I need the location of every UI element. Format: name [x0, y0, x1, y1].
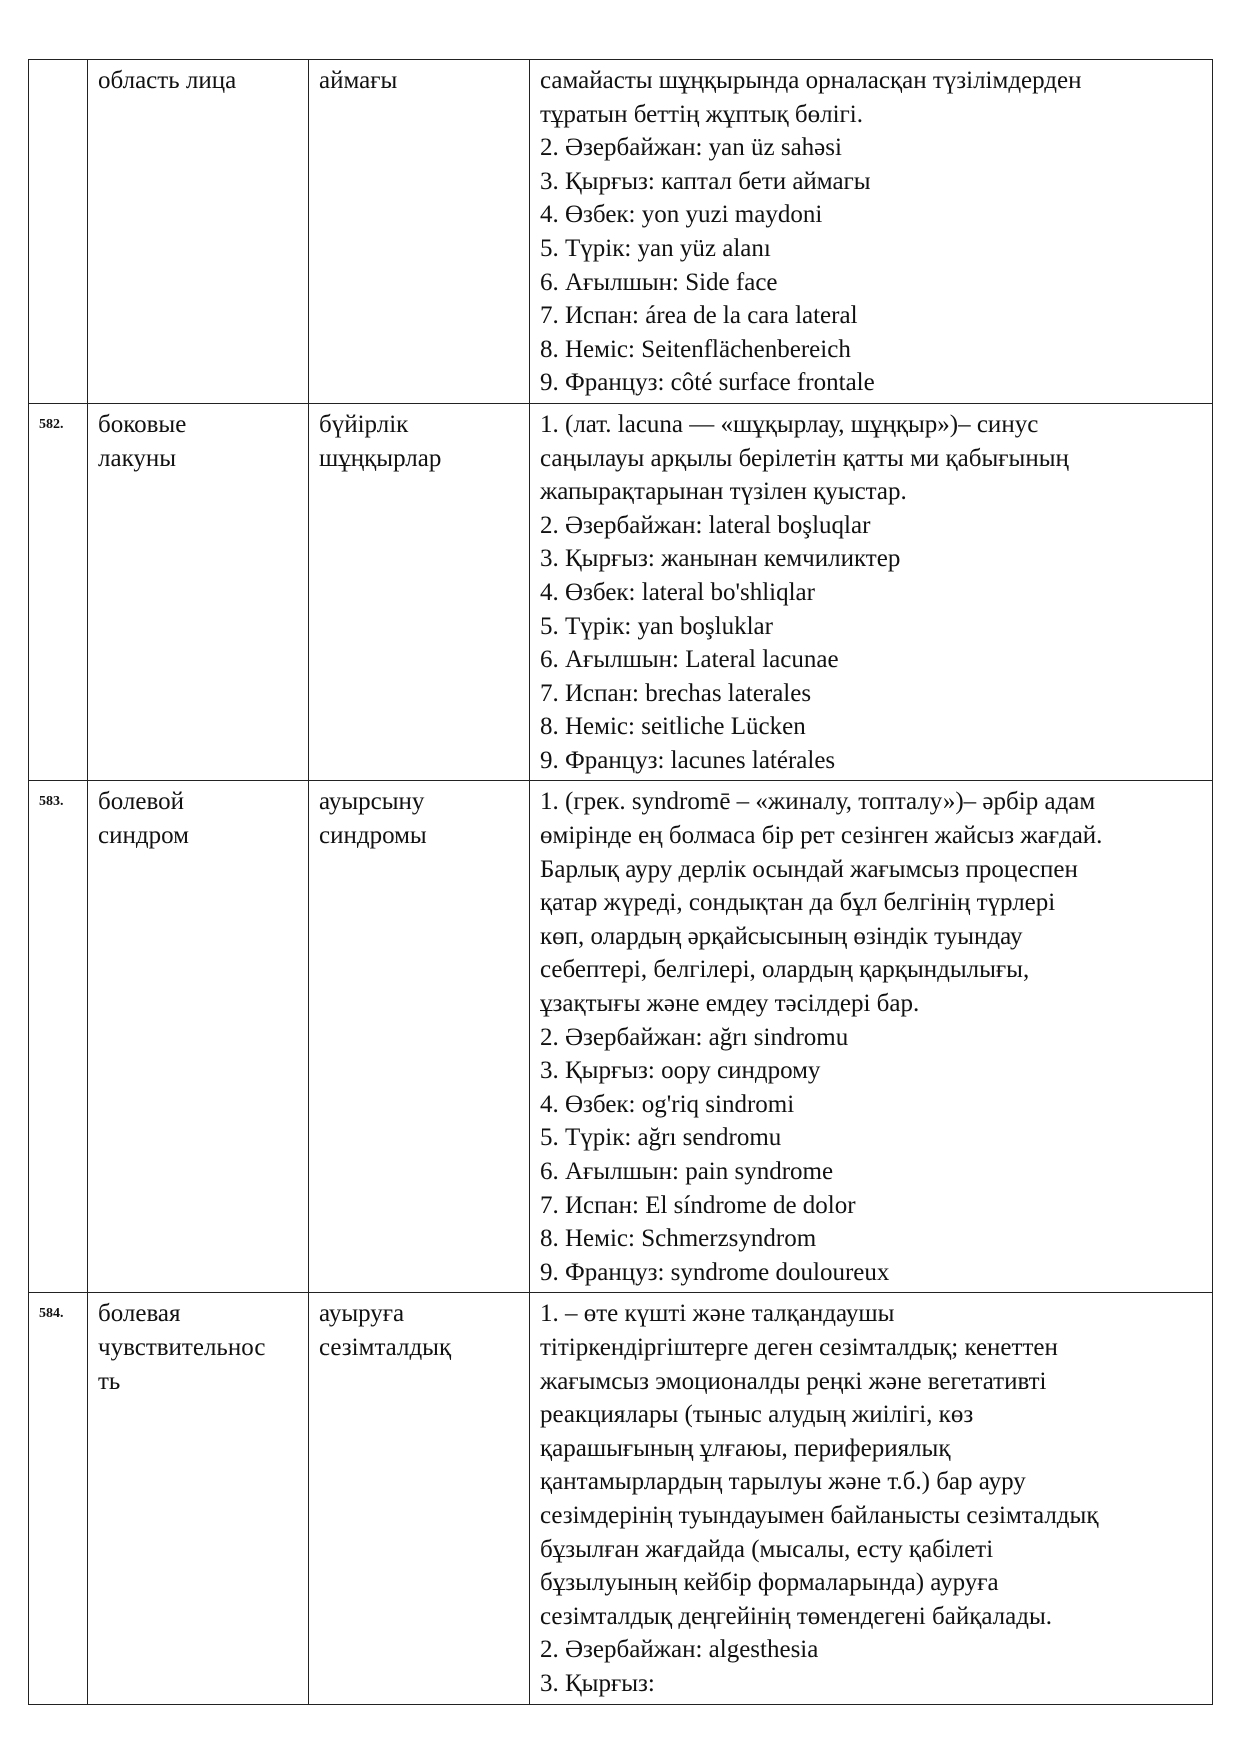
definition-line: қантамырлардың тарылуы және т.б.) бар ауру	[540, 1468, 1026, 1496]
kazakh-term-line: синдромы	[319, 822, 427, 850]
translation-line: 6. Ағылшын: Side face	[540, 268, 778, 296]
translation-line: 2. Әзербайжан: ağrı sindromu	[540, 1023, 849, 1051]
translation-line: 9. Француз: syndrome douloureux	[540, 1258, 890, 1286]
russian-term-line: боковые	[98, 410, 187, 438]
definition-line: жапырақтарынан түзілен қуыстар.	[540, 478, 907, 506]
russian-term-line: синдром	[98, 822, 189, 850]
kazakh-term	[309, 403, 530, 781]
translation-line: 7. Испан: El síndrome de dolor	[540, 1191, 856, 1219]
translation-line: 9. Француз: lacunes latérales	[540, 746, 836, 774]
definition-line: сезімталдық деңгейінің төмендегені байқалады.	[540, 1602, 1052, 1630]
russian-term-line: болевой	[98, 788, 184, 816]
translation-line: 8. Неміс: Seitenflächenbereich	[540, 335, 851, 363]
definition-cell	[530, 403, 1213, 781]
russian-term	[88, 781, 309, 1293]
definition-line: Барлық ауру дерлік осындай жағымсыз процеспен	[540, 855, 1078, 883]
dictionary-body	[29, 60, 1213, 1705]
kazakh-term-line: бүйірлік	[319, 410, 409, 438]
translation-line: 8. Неміс: Schmerzsyndrom	[540, 1225, 817, 1253]
entry-row	[29, 781, 1213, 1293]
translation-line: 5. Түрік: ağrı sendromu	[540, 1124, 782, 1152]
definition-line: тітіркендіргіштерге деген сезімталдық; кенеттен	[540, 1333, 1058, 1361]
russian-term-line: чувствительнос	[98, 1333, 266, 1361]
translation-line: 8. Неміс: seitliche Lücken	[540, 713, 806, 741]
definition-line: өмірінде ең болмаса бір рет сезінген жайсыз жағдай.	[540, 822, 1103, 850]
russian-term-line: лакуны	[98, 444, 177, 472]
definition-cell	[530, 781, 1213, 1293]
definition-line: себептері, белгілері, олардың қарқындылығы,	[540, 956, 1030, 984]
kazakh-term	[309, 781, 530, 1293]
definition-line: реакциялары (тыныс алудың жиілігі, көз	[540, 1401, 974, 1429]
entry-number: 583.	[29, 781, 88, 1293]
translation-line: 3. Қырғыз: каптал бети аймагы	[540, 167, 871, 195]
definition-line: саңылауы арқылы берілетін қатты ми қабығының	[540, 444, 1069, 472]
translation-line: 6. Ағылшын: pain syndrome	[540, 1158, 834, 1185]
kazakh-term	[309, 1293, 530, 1704]
translation-line: 3. Қырғыз:	[540, 1669, 655, 1697]
entry-number: 582.	[29, 403, 88, 781]
translation-line: 7. Испан: área de la cara lateral	[540, 302, 858, 330]
russian-term-line: область лица	[98, 67, 237, 94]
entry-number	[29, 60, 88, 404]
definition-line: көп, олардың әрқайсысының өзіндік туындау	[540, 922, 1023, 950]
definition-line: жағымсыз эмоционалды реңкі және вегетативті	[540, 1367, 1047, 1395]
definition-line: самайасты шұңқырында орналасқан түзілімдерден	[540, 67, 1082, 94]
kazakh-term-line: ауырсыну	[319, 788, 425, 816]
dictionary-table	[28, 59, 1213, 1705]
definition-line: тұратын беттің жұптық бөлігі.	[540, 100, 863, 128]
definition-cell	[530, 1293, 1213, 1704]
definition-line: бұзылуының кейбір формаларында) ауруға	[540, 1569, 999, 1597]
translation-line: 9. Француз: côté surface frontale	[540, 369, 875, 397]
kazakh-term	[309, 60, 530, 404]
translation-line: 4. Өзбек: lateral bo'shliqlar	[540, 578, 815, 606]
translation-line: 2. Әзербайжан: yan üz sahəsi	[540, 134, 842, 162]
entry-row	[29, 60, 1213, 404]
translation-line: 4. Өзбек: yon yuzi maydoni	[540, 201, 823, 229]
translation-line: 2. Әзербайжан: lateral boşluqlar	[540, 511, 871, 539]
definition-line: 1. (лат. lacuna — «шұқырлау, шұңқыр»)– синус	[540, 410, 1039, 438]
kazakh-term-line: ауыруға	[319, 1300, 405, 1328]
russian-term	[88, 1293, 309, 1704]
russian-term	[88, 60, 309, 404]
translation-line: 3. Қырғыз: оору синдрому	[540, 1057, 821, 1085]
definition-line: бұзылған жағдайда (мысалы, есту қабілеті	[540, 1535, 994, 1563]
translation-line: 7. Испан: brechas laterales	[540, 679, 812, 707]
translation-line: 5. Түрік: yan yüz alanı	[540, 234, 771, 262]
kazakh-term-line: сезімталдық	[319, 1333, 452, 1361]
translation-line: 6. Ағылшын: Lateral lacunae	[540, 646, 839, 674]
definition-line: 1. – өте күшті және талқандаушы	[540, 1300, 895, 1328]
russian-term-line: болевая	[98, 1300, 181, 1328]
entry-row	[29, 1293, 1213, 1704]
entry-row	[29, 403, 1213, 781]
translation-line: 5. Түрік: yan boşluklar	[540, 612, 773, 640]
definition-line: ұзақтығы және емдеу тәсілдері бар.	[540, 990, 920, 1018]
russian-term-line: ть	[98, 1367, 121, 1395]
definition-line: сезімдерінің туындауымен байланысты сезімталдық	[540, 1501, 1099, 1529]
translation-line: 4. Өзбек: og'riq sindromi	[540, 1090, 795, 1118]
definition-line: қарашығының ұлғаюы, перифериялық	[540, 1434, 951, 1462]
definition-line: қатар жүреді, сондықтан да бұл белгінің түрлері	[540, 889, 1056, 917]
russian-term	[88, 403, 309, 781]
translation-line: 3. Қырғыз: жанынан кемчиликтер	[540, 545, 901, 573]
definition-cell	[530, 60, 1213, 404]
kazakh-term-line: аймағы	[319, 67, 398, 94]
translation-line: 2. Әзербайжан: algesthesia	[540, 1636, 819, 1664]
entry-number: 584.	[29, 1293, 88, 1704]
definition-line: 1. (грек. syndromē – «жиналу, топталу»)– әрбір адам	[540, 788, 1096, 816]
kazakh-term-line: шұңқырлар	[319, 444, 442, 472]
